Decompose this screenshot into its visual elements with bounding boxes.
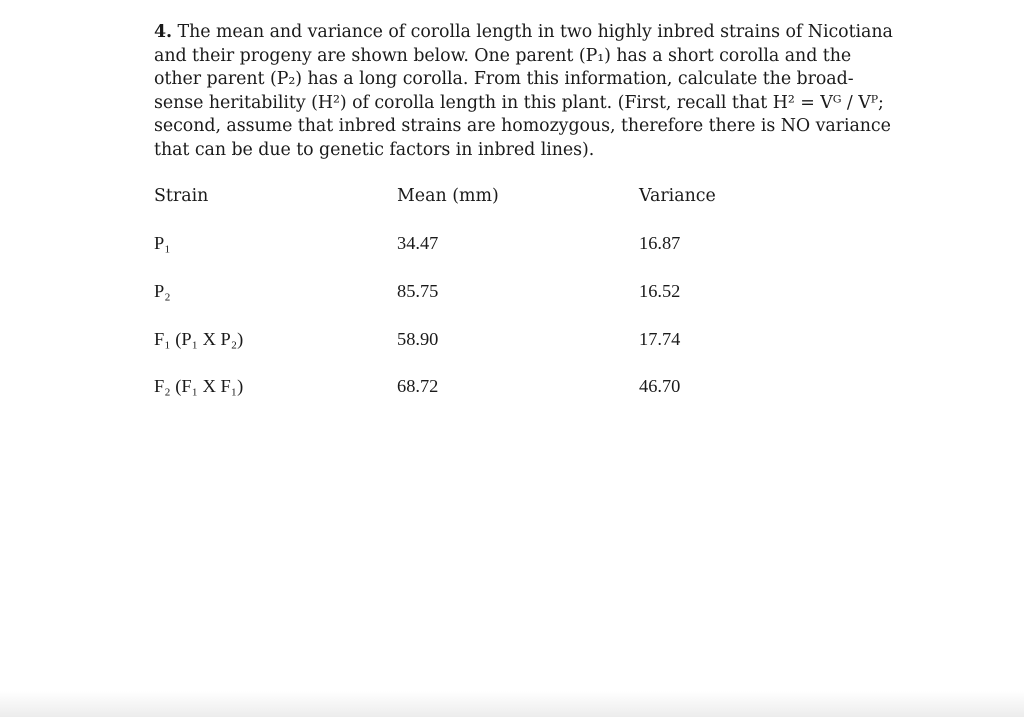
strain-cell: F₂ (F₁ X F₁) <box>154 376 244 396</box>
variance-cell: 17.74 <box>639 329 681 349</box>
bottom-edge-shadow <box>0 691 1024 717</box>
strain-cell: P₂ <box>154 281 171 301</box>
question-line-1-text: The mean and variance of corolla length in two highly inbred strains of Nicotiana <box>177 22 893 42</box>
header-variance: Variance <box>639 186 716 206</box>
strain-cell: F₁ (P₁ X P₂) <box>154 329 244 349</box>
header-strain: Strain <box>154 186 209 206</box>
question-line-5: second, assume that inbred strains are homozygous, therefore there is NO variance <box>154 116 891 137</box>
mean-cell: 34.47 <box>397 233 439 253</box>
question-text <box>154 21 894 163</box>
question-number: 4. <box>154 22 173 42</box>
mean-cell: 68.72 <box>397 376 439 396</box>
variance-cell: 46.70 <box>639 376 681 396</box>
mean-cell: 85.75 <box>397 281 439 301</box>
question-line-2: and their progeny are shown below. One parent (P₁) has a short corolla and the <box>154 45 852 66</box>
mean-cell: 58.90 <box>397 329 439 349</box>
question-line-4: sense heritability (H²) of corolla length in this plant. (First, recall that H² = Vᴳ / Vᴾ; <box>154 92 884 113</box>
question-line-1 <box>154 21 894 45</box>
question-line-6: that can be due to genetic factors in inbred lines). <box>154 139 595 160</box>
header-mean: Mean (mm) <box>397 186 499 206</box>
question-line-3: other parent (P₂) has a long corolla. From this information, calculate the broad- <box>154 69 854 90</box>
variance-cell: 16.87 <box>639 233 681 253</box>
variance-cell: 16.52 <box>639 281 681 301</box>
strain-cell: P₁ <box>154 233 171 253</box>
